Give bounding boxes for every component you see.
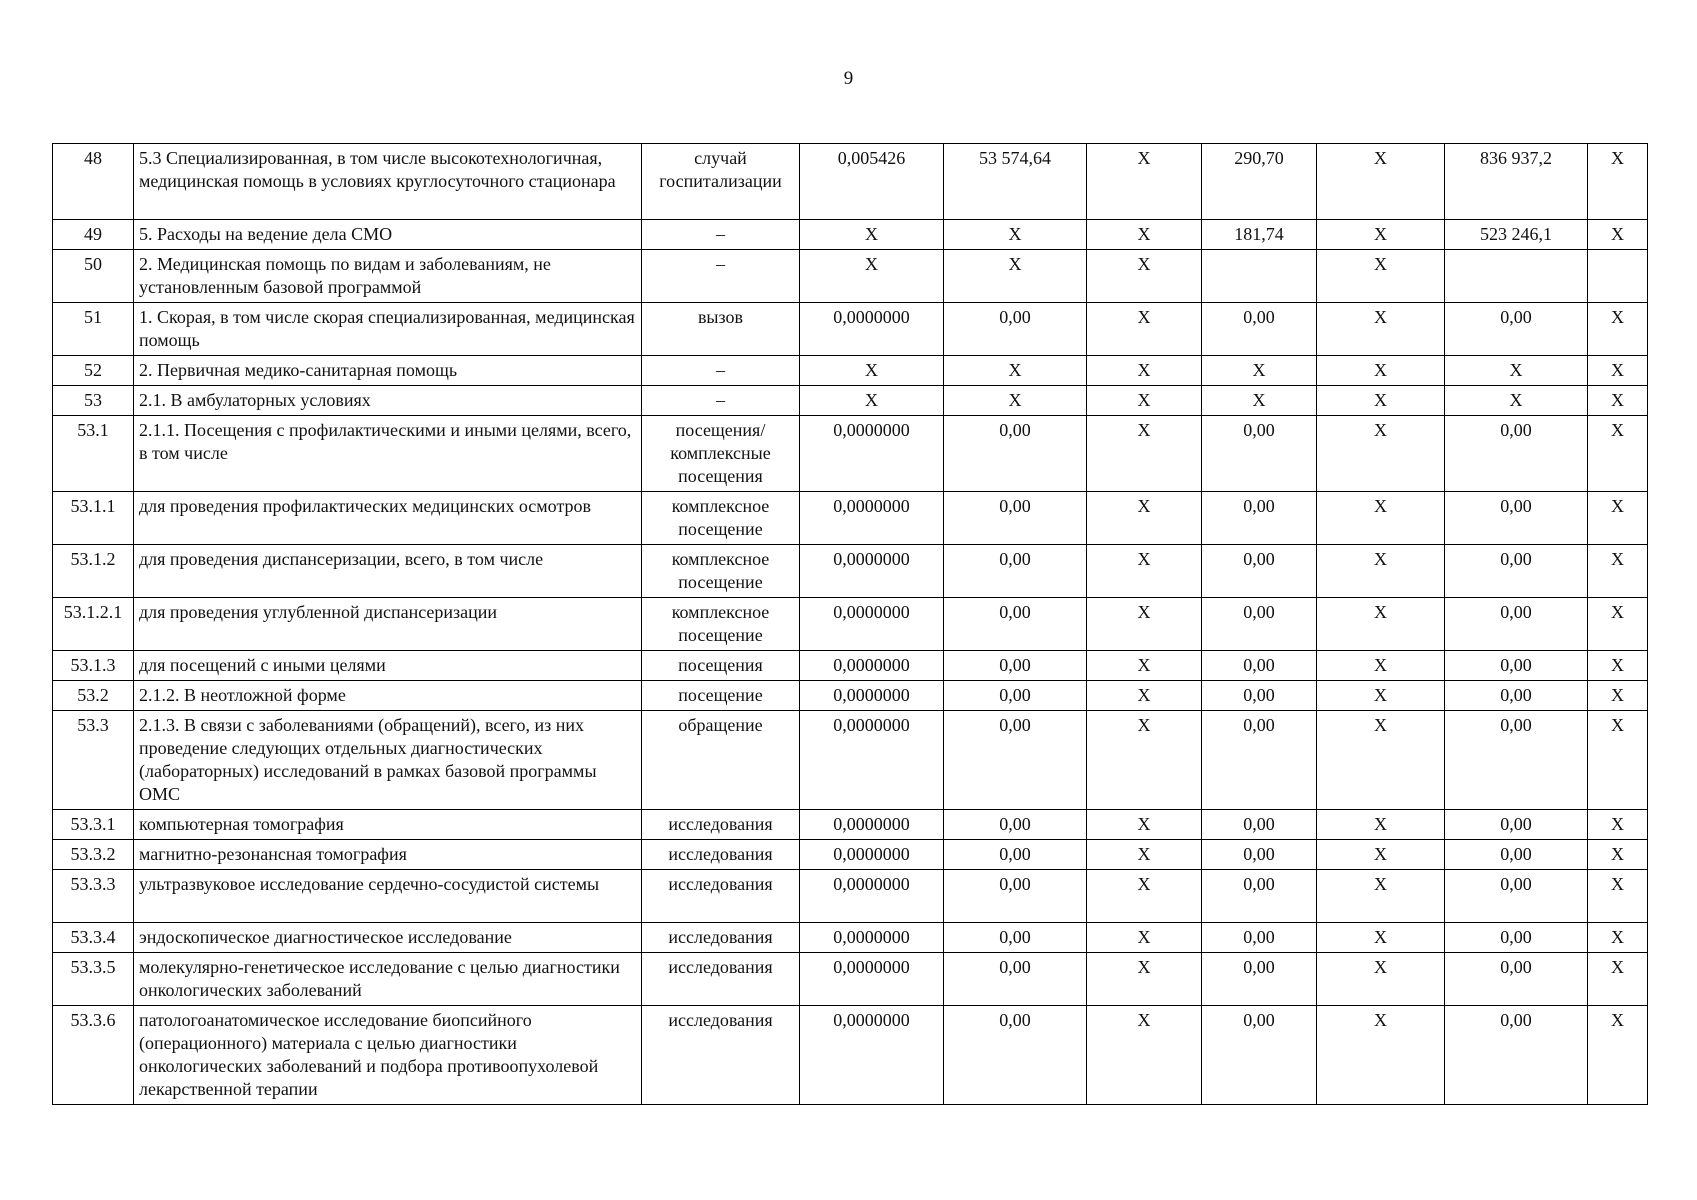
cell-col-3: Х	[1087, 386, 1202, 416]
cell-col-1: Х	[800, 250, 944, 303]
cell-col-2: Х	[944, 386, 1087, 416]
cell-col-1: 0,0000000	[800, 681, 944, 711]
cell-col-7: Х	[1588, 711, 1648, 810]
cell-col-2: 0,00	[944, 651, 1087, 681]
row-name: магнитно-резонансная томография	[134, 840, 642, 870]
cell-col-2: 0,00	[944, 953, 1087, 1006]
row-number: 53.3.1	[53, 810, 134, 840]
row-unit: –	[642, 356, 800, 386]
cell-col-3: Х	[1087, 711, 1202, 810]
cell-col-4: 0,00	[1202, 1006, 1317, 1105]
row-name: 2. Медицинская помощь по видам и заболеваниям, не установленным базовой программой	[134, 250, 642, 303]
table-row	[53, 953, 1648, 1006]
row-number: 48	[53, 144, 134, 220]
cell-col-6: 0,00	[1445, 711, 1588, 810]
cell-col-4: 0,00	[1202, 545, 1317, 598]
cell-col-6: 0,00	[1445, 840, 1588, 870]
cell-col-3: Х	[1087, 492, 1202, 545]
row-unit: исследования	[642, 840, 800, 870]
row-name: 2.1.2. В неотложной форме	[134, 681, 642, 711]
cell-col-2: Х	[944, 250, 1087, 303]
cell-col-6: 0,00	[1445, 870, 1588, 923]
cell-col-2: 0,00	[944, 840, 1087, 870]
cell-col-7: Х	[1588, 840, 1648, 870]
row-unit: комплексное посещение	[642, 598, 800, 651]
cell-col-4: 0,00	[1202, 870, 1317, 923]
row-unit: исследования	[642, 870, 800, 923]
table-row	[53, 651, 1648, 681]
cell-col-5: Х	[1317, 870, 1445, 923]
cell-col-1: 0,0000000	[800, 810, 944, 840]
row-unit: исследования	[642, 953, 800, 1006]
row-unit: посещения	[642, 651, 800, 681]
cell-col-1: Х	[800, 356, 944, 386]
row-number: 53.3.4	[53, 923, 134, 953]
row-unit: посещения/ комплексные посещения	[642, 416, 800, 492]
cell-col-5: Х	[1317, 651, 1445, 681]
table-body	[53, 144, 1648, 1105]
row-name: молекулярно-генетическое исследование с целью диагностики онкологических заболеваний	[134, 953, 642, 1006]
cell-col-1: 0,0000000	[800, 303, 944, 356]
row-unit: комплексное посещение	[642, 545, 800, 598]
cell-col-7: Х	[1588, 144, 1648, 220]
cell-col-7: Х	[1588, 598, 1648, 651]
row-name: эндоскопическое диагностическое исследование	[134, 923, 642, 953]
table-row	[53, 923, 1648, 953]
row-unit: обращение	[642, 711, 800, 810]
cell-col-7: Х	[1588, 545, 1648, 598]
cell-col-3: Х	[1087, 303, 1202, 356]
cell-col-1: Х	[800, 386, 944, 416]
cell-col-1: 0,0000000	[800, 953, 944, 1006]
cell-col-2: 0,00	[944, 492, 1087, 545]
cell-col-5: Х	[1317, 840, 1445, 870]
row-number: 53.1.2.1	[53, 598, 134, 651]
cell-col-7: Х	[1588, 356, 1648, 386]
cell-col-3: Х	[1087, 250, 1202, 303]
cell-col-7: Х	[1588, 492, 1648, 545]
cell-col-6: Х	[1445, 386, 1588, 416]
row-name: для посещений с иными целями	[134, 651, 642, 681]
cell-col-2: 0,00	[944, 870, 1087, 923]
cell-col-7: Х	[1588, 651, 1648, 681]
cell-col-1: 0,0000000	[800, 840, 944, 870]
row-name: ультразвуковое исследование сердечно-сосудистой системы	[134, 870, 642, 923]
cell-col-1: 0,0000000	[800, 416, 944, 492]
cell-col-2: Х	[944, 356, 1087, 386]
page-number: 9	[843, 68, 854, 89]
row-number: 50	[53, 250, 134, 303]
cell-col-4: Х	[1202, 386, 1317, 416]
row-name: для проведения диспансеризации, всего, в том числе	[134, 545, 642, 598]
row-name: 5.3 Специализированная, в том числе высокотехнологичная, медицинская помощь в условиях круглосуточного стационара	[134, 144, 642, 220]
cell-col-1: 0,0000000	[800, 870, 944, 923]
row-unit: –	[642, 220, 800, 250]
cell-col-1: 0,0000000	[800, 923, 944, 953]
row-unit: исследования	[642, 923, 800, 953]
cell-col-6: 0,00	[1445, 303, 1588, 356]
cell-col-4: 0,00	[1202, 303, 1317, 356]
cell-col-7: Х	[1588, 953, 1648, 1006]
cell-col-6: 0,00	[1445, 810, 1588, 840]
cell-col-4: 0,00	[1202, 598, 1317, 651]
cell-col-5: Х	[1317, 810, 1445, 840]
cell-col-1: 0,0000000	[800, 492, 944, 545]
cell-col-7: Х	[1588, 386, 1648, 416]
cell-col-7: Х	[1588, 810, 1648, 840]
cell-col-1: 0,005426	[800, 144, 944, 220]
row-unit: вызов	[642, 303, 800, 356]
table-row	[53, 250, 1648, 303]
cell-col-5: Х	[1317, 545, 1445, 598]
cell-col-6: 0,00	[1445, 1006, 1588, 1105]
cell-col-4	[1202, 250, 1317, 303]
row-unit: –	[642, 386, 800, 416]
cell-col-4: 0,00	[1202, 711, 1317, 810]
table-row	[53, 545, 1648, 598]
row-number: 51	[53, 303, 134, 356]
cell-col-2: 0,00	[944, 810, 1087, 840]
row-number: 53.3	[53, 711, 134, 810]
cell-col-4: 181,74	[1202, 220, 1317, 250]
cell-col-3: Х	[1087, 1006, 1202, 1105]
row-name: 5. Расходы на ведение дела СМО	[134, 220, 642, 250]
cell-col-7	[1588, 250, 1648, 303]
row-number: 52	[53, 356, 134, 386]
cell-col-7: Х	[1588, 870, 1648, 923]
table-row	[53, 598, 1648, 651]
cell-col-5: Х	[1317, 220, 1445, 250]
cell-col-5: Х	[1317, 492, 1445, 545]
cell-col-2: 0,00	[944, 303, 1087, 356]
cell-col-6: 0,00	[1445, 923, 1588, 953]
row-number: 53.3.3	[53, 870, 134, 923]
cell-col-5: Х	[1317, 144, 1445, 220]
row-unit: –	[642, 250, 800, 303]
cell-col-2: 0,00	[944, 711, 1087, 810]
cell-col-4: 0,00	[1202, 492, 1317, 545]
cell-col-7: Х	[1588, 303, 1648, 356]
row-name: патологоанатомическое исследование биопсийного (операционного) материала с целью диагностики онкологических заболеваний и подбора противоопухолевой лекарственной терапии	[134, 1006, 642, 1105]
cell-col-7: Х	[1588, 681, 1648, 711]
cell-col-5: Х	[1317, 386, 1445, 416]
row-unit: исследования	[642, 1006, 800, 1105]
cell-col-4: 0,00	[1202, 953, 1317, 1006]
cell-col-3: Х	[1087, 810, 1202, 840]
table-row	[53, 492, 1648, 545]
cell-col-5: Х	[1317, 598, 1445, 651]
cell-col-3: Х	[1087, 356, 1202, 386]
cell-col-5: Х	[1317, 1006, 1445, 1105]
cell-col-7: Х	[1588, 220, 1648, 250]
cell-col-6: 0,00	[1445, 651, 1588, 681]
cell-col-3: Х	[1087, 840, 1202, 870]
cell-col-2: 0,00	[944, 1006, 1087, 1105]
cell-col-6: 523 246,1	[1445, 220, 1588, 250]
cell-col-6: Х	[1445, 356, 1588, 386]
cell-col-7: Х	[1588, 416, 1648, 492]
row-name: 2.1. В амбулаторных условиях	[134, 386, 642, 416]
cell-col-6: 0,00	[1445, 545, 1588, 598]
cell-col-6: 0,00	[1445, 598, 1588, 651]
cell-col-4: 0,00	[1202, 810, 1317, 840]
row-unit: комплексное посещение	[642, 492, 800, 545]
row-number: 53.3.5	[53, 953, 134, 1006]
cell-col-7: Х	[1588, 923, 1648, 953]
row-number: 53.1.2	[53, 545, 134, 598]
cell-col-3: Х	[1087, 144, 1202, 220]
cell-col-1: Х	[800, 220, 944, 250]
row-unit: случай госпитализации	[642, 144, 800, 220]
cell-col-2: 0,00	[944, 681, 1087, 711]
cell-col-4: 0,00	[1202, 681, 1317, 711]
row-name: 2.1.3. В связи с заболеваниями (обращений), всего, из них проведение следующих отдельных диагностических (лабораторных) исследований в рамках базовой программы ОМС	[134, 711, 642, 810]
table-row	[53, 711, 1648, 810]
row-unit: исследования	[642, 810, 800, 840]
cell-col-3: Х	[1087, 870, 1202, 923]
cell-col-7: Х	[1588, 1006, 1648, 1105]
cell-col-5: Х	[1317, 303, 1445, 356]
row-name: 2. Первичная медико-санитарная помощь	[134, 356, 642, 386]
row-number: 53	[53, 386, 134, 416]
row-number: 53.2	[53, 681, 134, 711]
cell-col-5: Х	[1317, 356, 1445, 386]
cell-col-1: 0,0000000	[800, 651, 944, 681]
cell-col-4: 0,00	[1202, 416, 1317, 492]
table-row	[53, 870, 1648, 923]
cell-col-3: Х	[1087, 923, 1202, 953]
cell-col-2: 0,00	[944, 416, 1087, 492]
cell-col-3: Х	[1087, 416, 1202, 492]
cell-col-3: Х	[1087, 651, 1202, 681]
cell-col-6: 0,00	[1445, 416, 1588, 492]
cell-col-4: 0,00	[1202, 651, 1317, 681]
table-row	[53, 303, 1648, 356]
row-number: 53.1.3	[53, 651, 134, 681]
data-table	[52, 143, 1648, 1105]
cell-col-2: 53 574,64	[944, 144, 1087, 220]
cell-col-4: 290,70	[1202, 144, 1317, 220]
row-name: компьютерная томография	[134, 810, 642, 840]
cell-col-2: 0,00	[944, 923, 1087, 953]
row-name: для проведения профилактических медицинских осмотров	[134, 492, 642, 545]
table-row	[53, 386, 1648, 416]
row-number: 53.3.6	[53, 1006, 134, 1105]
row-name: 1. Скорая, в том числе скорая специализированная, медицинская помощь	[134, 303, 642, 356]
cell-col-3: Х	[1087, 598, 1202, 651]
table-row	[53, 416, 1648, 492]
cell-col-1: 0,0000000	[800, 598, 944, 651]
table-row	[53, 681, 1648, 711]
table-row	[53, 220, 1648, 250]
cell-col-6: 0,00	[1445, 681, 1588, 711]
table-row	[53, 1006, 1648, 1105]
row-unit: посещение	[642, 681, 800, 711]
row-number: 49	[53, 220, 134, 250]
cell-col-4: 0,00	[1202, 840, 1317, 870]
row-number: 53.1.1	[53, 492, 134, 545]
cell-col-5: Х	[1317, 681, 1445, 711]
cell-col-5: Х	[1317, 250, 1445, 303]
cell-col-3: Х	[1087, 953, 1202, 1006]
table-row	[53, 356, 1648, 386]
cell-col-4: 0,00	[1202, 923, 1317, 953]
cell-col-3: Х	[1087, 220, 1202, 250]
cell-col-5: Х	[1317, 711, 1445, 810]
cell-col-2: 0,00	[944, 598, 1087, 651]
cell-col-1: 0,0000000	[800, 711, 944, 810]
cell-col-5: Х	[1317, 923, 1445, 953]
cell-col-4: Х	[1202, 356, 1317, 386]
row-number: 53.3.2	[53, 840, 134, 870]
table-row	[53, 840, 1648, 870]
table-row	[53, 810, 1648, 840]
cell-col-3: Х	[1087, 681, 1202, 711]
cell-col-6: 0,00	[1445, 953, 1588, 1006]
cell-col-1: 0,0000000	[800, 1006, 944, 1105]
cell-col-5: Х	[1317, 953, 1445, 1006]
row-name: для проведения углубленной диспансеризации	[134, 598, 642, 651]
cell-col-3: Х	[1087, 545, 1202, 598]
cell-col-6: 0,00	[1445, 492, 1588, 545]
row-number: 53.1	[53, 416, 134, 492]
row-name: 2.1.1. Посещения с профилактическими и иными целями, всего, в том числе	[134, 416, 642, 492]
cell-col-5: Х	[1317, 416, 1445, 492]
cell-col-6: 836 937,2	[1445, 144, 1588, 220]
cell-col-6	[1445, 250, 1588, 303]
cell-col-1: 0,0000000	[800, 545, 944, 598]
cell-col-2: Х	[944, 220, 1087, 250]
table-row	[53, 144, 1648, 220]
cell-col-2: 0,00	[944, 545, 1087, 598]
